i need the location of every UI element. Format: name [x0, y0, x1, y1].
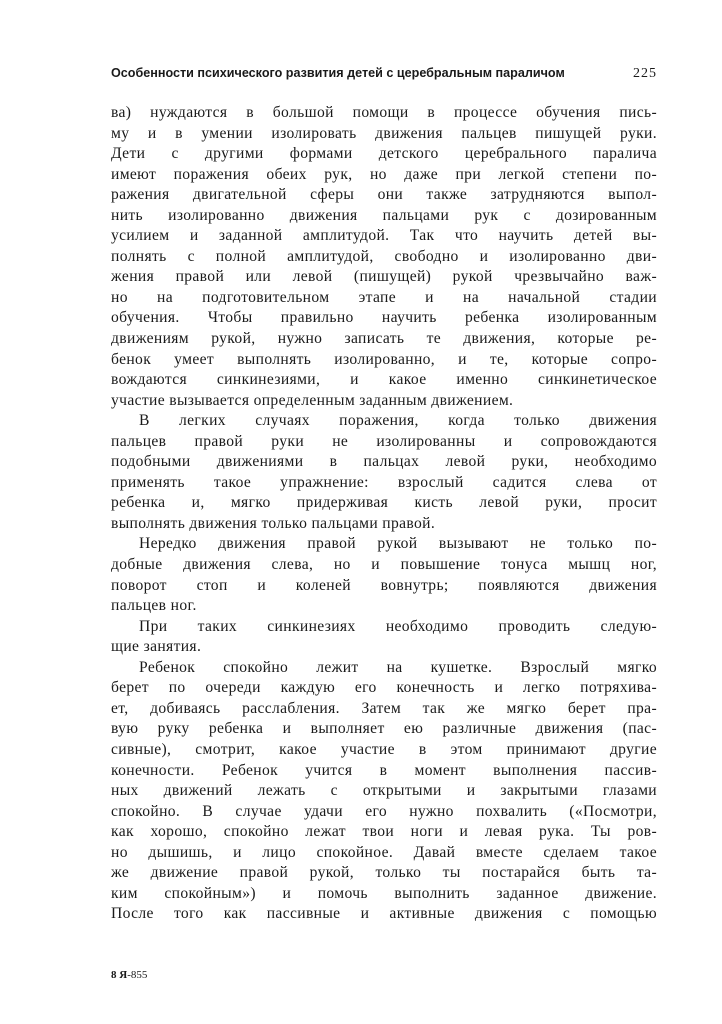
text-line: полнять с полной амплитудой, свободно и изолированно дви- — [111, 247, 657, 265]
text-line: выполнять движения только пальцами правой. — [111, 514, 436, 532]
text-line: же движение правой рукой, только ты постарайся быть та- — [111, 864, 657, 882]
page-footer — [111, 969, 147, 981]
signature-mark: 8 Я — [111, 969, 128, 981]
running-header-title: Особенности психического развития детей с церебральным параличом — [111, 66, 565, 80]
text-line: пальцев ног. — [111, 597, 197, 615]
text-line: бенок умеет выполнять изолированно, и те, которые сопро- — [111, 350, 657, 368]
text-line: В легких случаях поражения, когда только движения — [139, 412, 657, 430]
text-line: щие занятия. — [111, 638, 202, 656]
text-line: После того как пассивные и активные движения с помощью — [111, 905, 657, 923]
text-line: вождаются синкинезиями, и какое именно синкинетическое — [111, 371, 657, 389]
text-line: но на подготовительном этапе и на начальной стадии — [111, 288, 657, 306]
text-line: ва) нуждаются в большой помощи в процессе обучения пись- — [111, 104, 657, 121]
text-line: усилием и заданной амплитудой. Так что научить детей вы- — [111, 227, 657, 245]
text-line: спокойно. В случае удачи его нужно похвалить («Посмотри, — [111, 802, 657, 820]
signature-code: -855 — [127, 969, 148, 981]
text-line: имеют поражения обеих рук, но даже при легкой степени по- — [111, 165, 657, 183]
text-line: Нередко движения правой рукой вызывают не только по- — [139, 535, 657, 553]
text-line: ким спокойным») и помочь выполнить заданное движение. — [111, 884, 657, 902]
text-line: участие вызывается определенным заданным движением. — [111, 391, 514, 409]
text-line: но дышишь, и лицо спокойное. Давай вместе сделаем такое — [111, 843, 657, 861]
text-line: Ребенок спокойно лежит на кушетке. Взрослый мягко — [139, 658, 657, 676]
text-line: жения правой или левой (пишущей) рукой чрезвычайно важ- — [111, 268, 657, 286]
text-line: конечности. Ребенок учится в момент выполнения пассив- — [111, 761, 657, 779]
text-line: ражения двигательной сферы они также затрудняются выпол- — [111, 186, 657, 204]
text-line: нить изолированно движения пальцами рук с дозированным — [111, 206, 657, 224]
text-line: Дети с другими формами детского церебрального паралича — [111, 145, 657, 163]
running-header — [111, 66, 657, 86]
text-line: При таких синкинезиях необходимо проводить следую- — [139, 617, 657, 635]
text-line: пальцев правой руки не изолированны и сопровождаются — [111, 432, 657, 450]
text-line: ных движений лежать с открытыми и закрытыми глазами — [111, 782, 657, 800]
text-line: берет по очереди каждую его конечность и легко потряхива- — [111, 679, 657, 697]
page-number: 225 — [633, 66, 657, 81]
text-line: подобными движениями в пальцах левой руки, необходимо — [111, 453, 657, 471]
text-line: применять такое упражнение: взрослый садится слева от — [111, 473, 657, 491]
text-line: движениям рукой, нужно записать те движения, которые ре- — [111, 330, 657, 348]
text-line: вую руку ребенка и выполняет ею различные движения (пас- — [111, 720, 657, 738]
body-text — [111, 103, 657, 925]
text-line: поворот стоп и коленей вовнутрь; появляются движения — [111, 576, 657, 594]
text-line: ребенка и, мягко придерживая кисть левой руки, просит — [111, 494, 657, 512]
text-line: обучения. Чтобы правильно научить ребенка изолированным — [111, 309, 657, 327]
text-line: му и в умении изолировать движения пальцев пишущей руки. — [111, 124, 657, 142]
text-line: сивные), смотрит, какое участие в этом принимают другие — [111, 740, 657, 758]
text-line: как хорошо, спокойно лежат твои ноги и левая рука. Ты ров- — [111, 823, 657, 841]
text-line: ет, добиваясь расслабления. Затем так же мягко берет пра- — [111, 699, 657, 717]
text-line: добные движения слева, но и повышение тонуса мышц ног, — [111, 556, 657, 574]
